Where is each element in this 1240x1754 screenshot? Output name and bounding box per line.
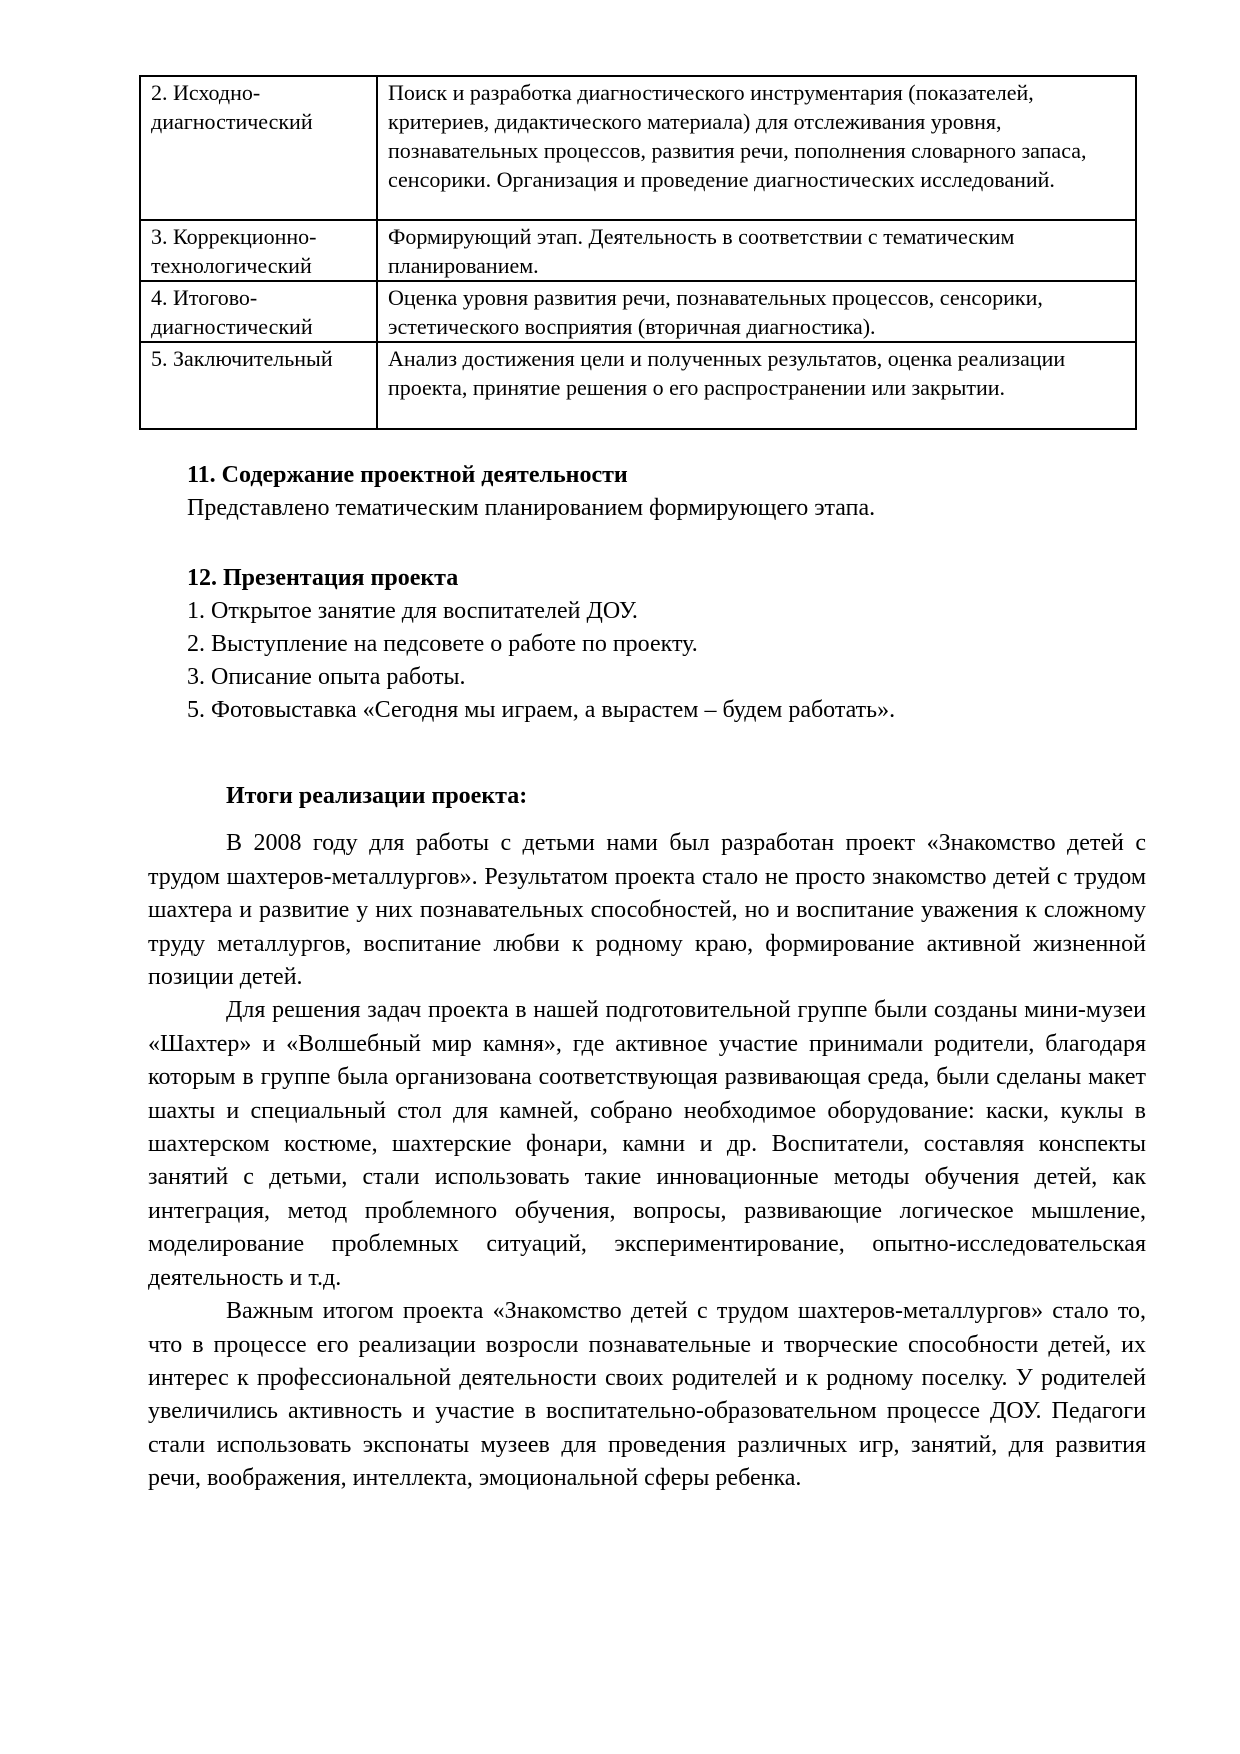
list-item: 3. Описание опыта работы. [187, 664, 466, 690]
list-item: 2. Выступление на педсовете о работе по проекту. [187, 631, 698, 657]
table-row [140, 220, 1136, 281]
stage-name-cell: 4. Итогово-диагностический [140, 281, 377, 342]
stage-name-cell: 3. Коррекционно-технологический [140, 220, 377, 281]
table-row [140, 76, 1136, 220]
section-heading: 11. Содержание проектной деятельности [187, 462, 628, 488]
paragraph: Для решения задач проекта в нашей подготовительной группе были созданы мини-музеи «Шахтер» и «Волшебный мир камня», где активное участие принимали родители, благодаря которым в группе была организована соответствующая развивающая среда, были сделаны макет шахты и специальный стол для камней, собрано необходимое оборудование: каски, куклы в шахтерском костюме, шахтерские фонари, камни и др. Воспитатели, составляя конспекты занятий с детьми, стали использовать такие инновационные методы обучения детей, как интеграция, метод проблемного обучения, вопросы, развивающие логическое мышление, моделирование проблемных ситуаций, экспериментирование, опытно-исследовательская деятельность и т.д. [148, 997, 1146, 1291]
list-item: 1. Открытое занятие для воспитателей ДОУ. [187, 598, 638, 624]
section-text: Представлено тематическим планированием формирующего этапа. [187, 495, 876, 521]
table-row [140, 342, 1136, 429]
list-item: 5. Фотовыставка «Сегодня мы играем, а вырастем – будем работать». [187, 697, 896, 723]
paragraph: В 2008 году для работы с детьми нами был разработан проект «Знакомство детей с трудом шахтеров-металлургов». Результатом проекта стало не просто знакомство детей с трудом шахтера и развитие у них познавательных способностей, но и воспитание уважения к сложному труду металлургов, воспитание любви к родному краю, формирование активной жизненной позиции детей. [148, 830, 1146, 991]
stage-description-cell: Поиск и разработка диагностического инструментария (показателей, критериев, дидактического материала) для отслеживания уровня, познавательных процессов, развития речи, пополнения словарного запаса, сенсорики. Организация и проведение диагностических исследований. [377, 76, 1136, 220]
section-project-content [187, 459, 1147, 525]
section-project-results [148, 780, 1146, 1496]
stage-description-cell: Формирующий этап. Деятельность в соответствии с тематическим планированием. [377, 220, 1136, 281]
stage-name-cell: 5. Заключительный [140, 342, 377, 429]
section-heading: Итоги реализации проекта: [226, 783, 528, 809]
table-row [140, 281, 1136, 342]
section-project-presentation [187, 562, 1147, 727]
stage-description-cell: Оценка уровня развития речи, познавательных процессов, сенсорики, эстетического восприятия (вторичная диагностика). [377, 281, 1136, 342]
paragraph: Важным итогом проекта «Знакомство детей с трудом шахтеров-металлургов» стало то, что в процессе его реализации возросли познавательные и творческие способности детей, их интерес к профессиональной деятельности своих родителей и к родному поселку. У родителей увеличились активность и участие в воспитательно-образовательном процессе ДОУ. Педагоги стали использовать экспонаты музеев для проведения различных игр, занятий, для развития речи, воображения, интеллекта, эмоциональной сферы ребенка. [148, 1298, 1146, 1492]
stage-description-cell: Анализ достижения цели и полученных результатов, оценка реализации проекта, принятие решения о его распространении или закрытии. [377, 342, 1136, 429]
section-heading: 12. Презентация проекта [187, 565, 459, 591]
stage-name-cell: 2. Исходно-диагностический [140, 76, 377, 220]
project-stages-table [139, 75, 1137, 430]
